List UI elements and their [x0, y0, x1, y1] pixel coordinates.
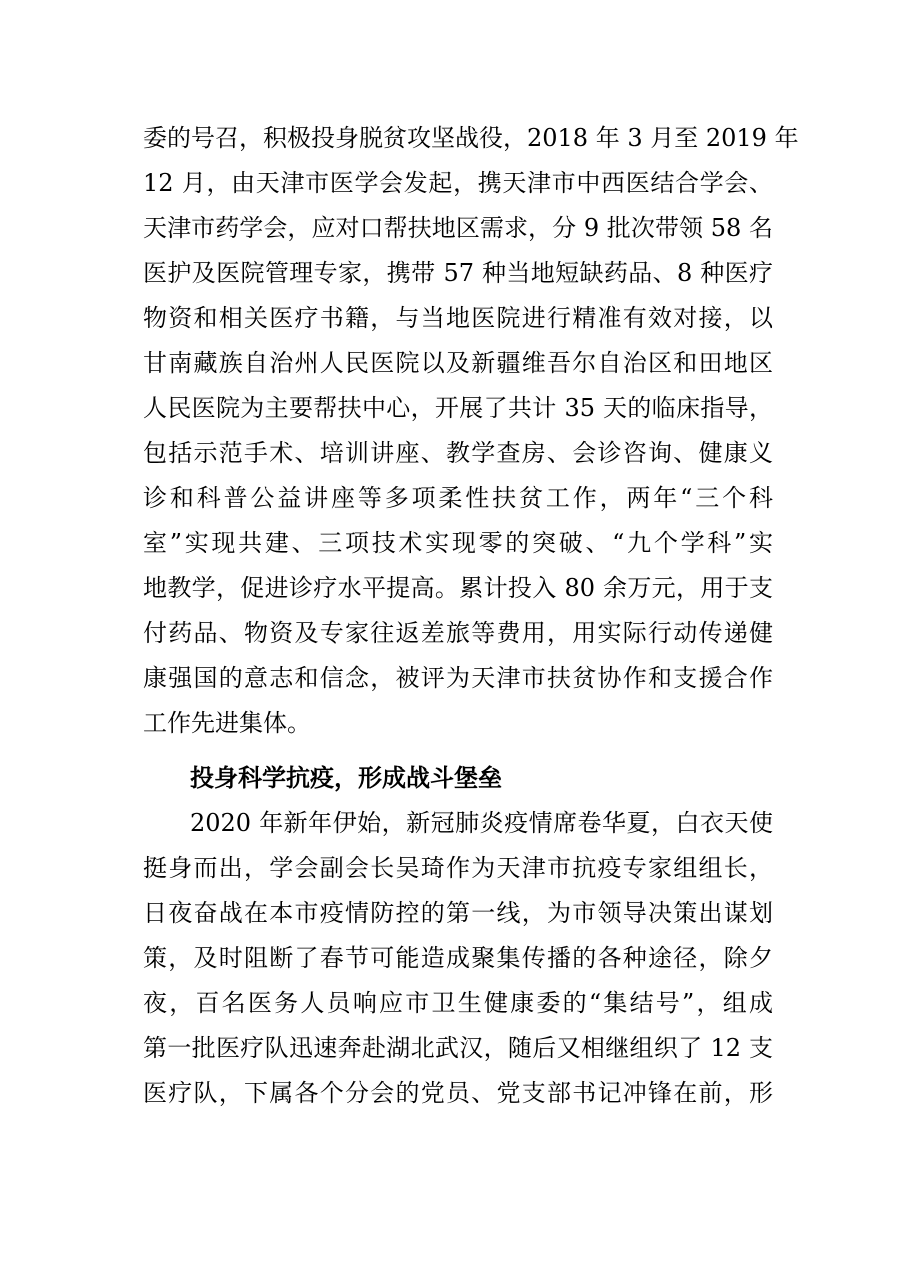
- paragraph-1-line-6: 甘南藏族自治州人民医院以及新疆维吾尔自治区和田地区: [143, 349, 773, 377]
- paragraph-1-line-1: 委的号召，积极投身脱贫攻坚战役，2018 年 3 月至 2019 年: [143, 124, 799, 152]
- paragraph-1-line-8: 包括示范手术、培训讲座、教学查房、会诊咨询、健康义: [143, 439, 773, 467]
- paragraph-1-line-14: 工作先进集体。: [143, 709, 311, 737]
- paragraph-2-line-1: 2020 年新年伊始，新冠肺炎疫情席卷华夏，白衣天使: [190, 809, 773, 837]
- paragraph-1-line-9: 诊和科普公益讲座等多项柔性扶贫工作，两年“三个科: [143, 484, 773, 512]
- paragraph-1-line-7: 人民医院为主要帮扶中心，开展了共计 35 天的临床指导，: [143, 394, 773, 422]
- paragraph-1-line-13: 康强国的意志和信念，被评为天津市扶贫协作和支援合作: [143, 664, 773, 692]
- section-heading: 投身科学抗疫，形成战斗堡垒: [190, 763, 502, 792]
- paragraph-2-line-2: 挺身而出，学会副会长吴琦作为天津市抗疫专家组组长，: [143, 854, 773, 882]
- paragraph-1-line-3: 天津市药学会，应对口帮扶地区需求，分 9 批次带领 58 名: [143, 214, 773, 242]
- paragraph-2-line-6: 第一批医疗队迅速奔赴湖北武汉，随后又相继组织了 12 支: [143, 1034, 773, 1062]
- paragraph-1-line-4: 医护及医院管理专家，携带 57 种当地短缺药品、8 种医疗: [143, 259, 773, 287]
- paragraph-1-line-10: 室”实现共建、三项技术实现零的突破、“九个学科”实: [143, 529, 773, 557]
- paragraph-2-line-5: 夜，百名医务人员响应市卫生健康委的“集结号”，组成: [143, 989, 773, 1017]
- paragraph-1-line-12: 付药品、物资及专家往返差旅等费用，用实际行动传递健: [143, 619, 773, 647]
- paragraph-1-line-11: 地教学，促进诊疗水平提高。累计投入 80 余万元，用于支: [143, 574, 773, 602]
- paragraph-1-line-2: 12 月，由天津市医学会发起，携天津市中西医结合学会、: [143, 169, 773, 197]
- paragraph-2-line-4: 策，及时阻断了春节可能造成聚集传播的各种途径，除夕: [143, 944, 773, 972]
- paragraph-1-line-5: 物资和相关医疗书籍，与当地医院进行精准有效对接，以: [143, 304, 773, 332]
- paragraph-2-line-3: 日夜奋战在本市疫情防控的第一线，为市领导决策出谋划: [143, 899, 773, 927]
- paragraph-2-line-7: 医疗队，下属各个分会的党员、党支部书记冲锋在前，形: [143, 1079, 773, 1107]
